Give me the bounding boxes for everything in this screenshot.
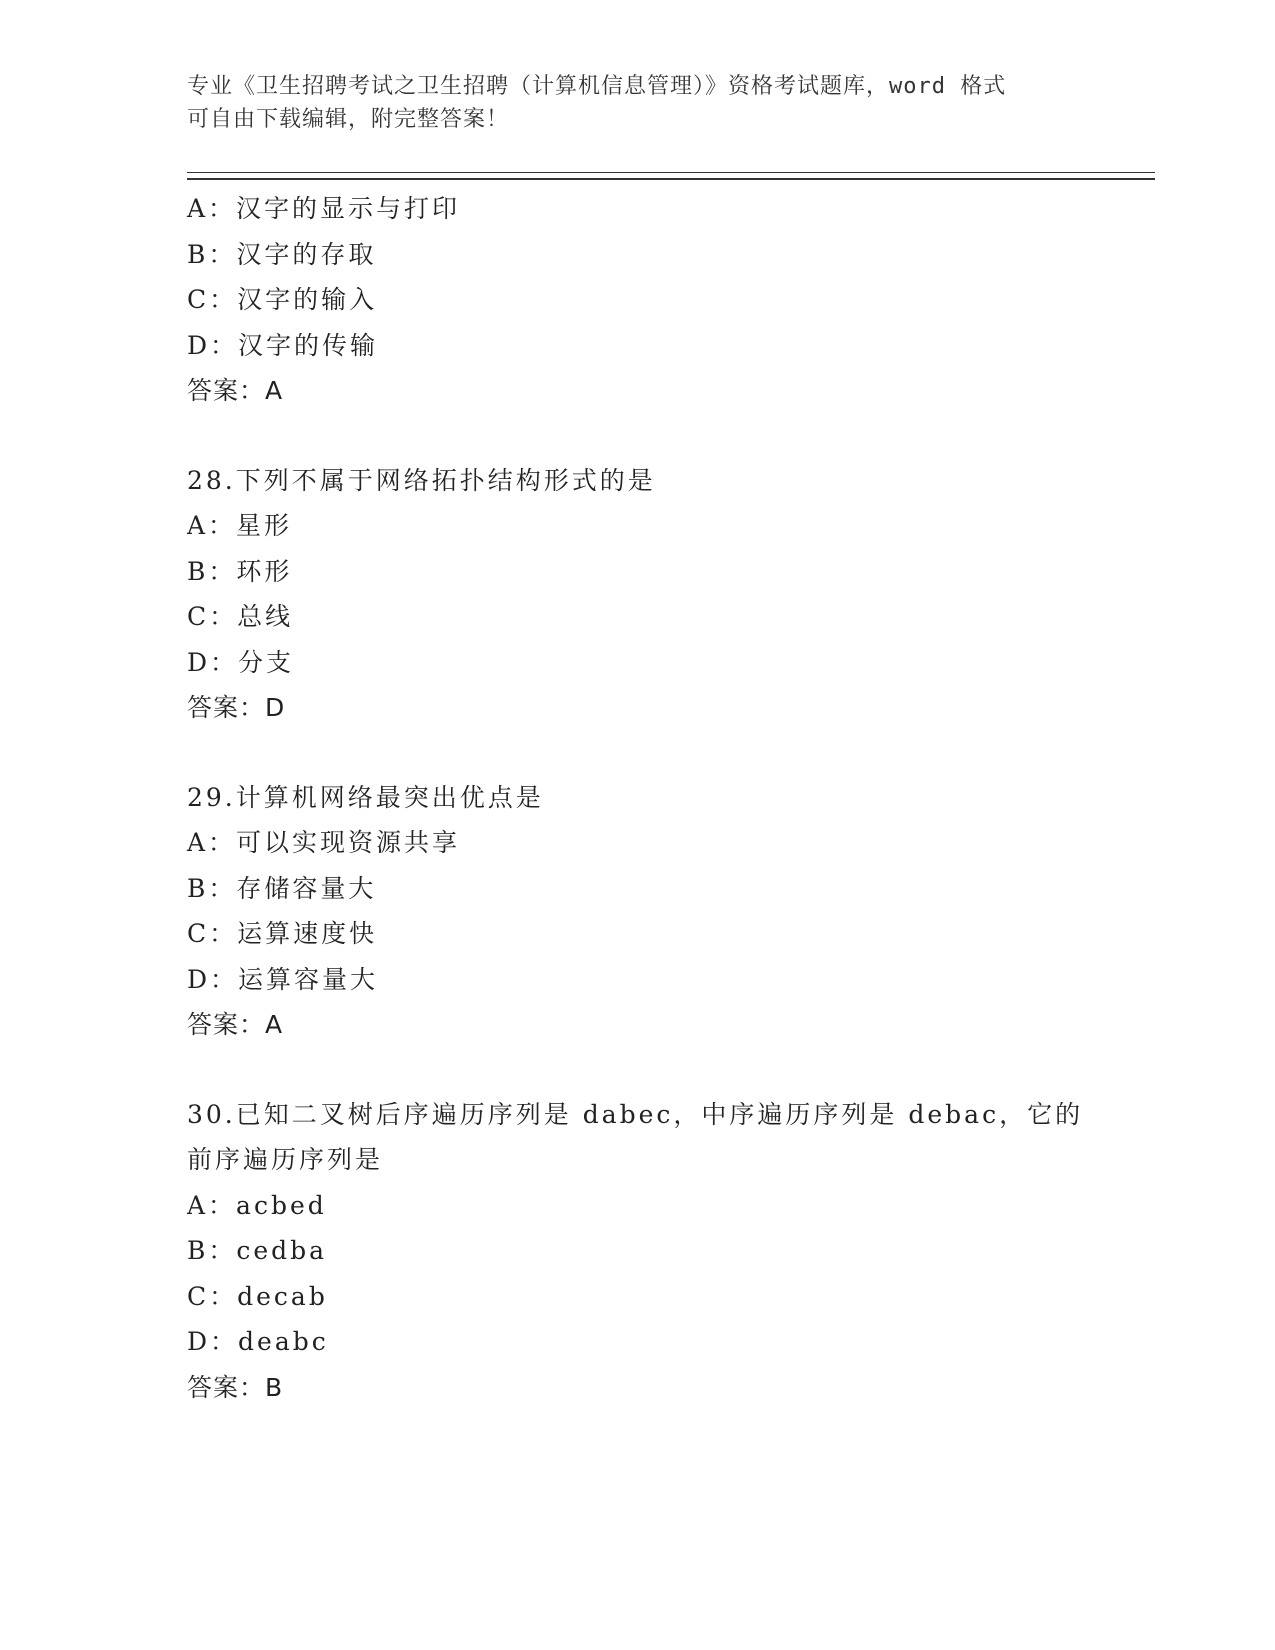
option-c: C：总线 [187, 602, 294, 631]
option-a: A：acbed [187, 1190, 327, 1220]
option-b: B：cedba [187, 1236, 328, 1265]
option-c: C：decab [187, 1281, 328, 1311]
option-a: A：星形 [187, 511, 293, 540]
option-d: D：运算容量大 [187, 964, 379, 994]
option-b: B：环形 [187, 556, 293, 586]
document-page [187, 70, 1147, 1410]
question-28-block [187, 458, 1147, 731]
option-c: C：运算速度快 [187, 919, 378, 948]
header-divider [187, 172, 1155, 180]
question-27-block [187, 186, 1147, 414]
document-header [187, 70, 1067, 136]
question-30-block [187, 1092, 1147, 1411]
question-text-line-1: 30.已知二叉树后序遍历序列是 dabec，中序遍历序列是 debac，它的 [187, 1099, 1084, 1129]
answer: 答案：D [187, 693, 286, 722]
option-d: D：分支 [187, 647, 295, 677]
header-line-2: 可自由下载编辑，附完整答案！ [187, 107, 510, 132]
spacer [187, 414, 1147, 458]
question-text: 28.下列不属于网络拓扑结构形式的是 [187, 465, 656, 495]
question-text-line-2: 前序遍历序列是 [187, 1145, 384, 1174]
question-text: 29.计算机网络最突出优点是 [187, 782, 544, 812]
option-d: D：deabc [187, 1327, 329, 1356]
question-29-block [187, 775, 1147, 1048]
header-line-1: 专业《卫生招聘考试之卫生招聘（计算机信息管理）》资格考试题库，word 格式 [187, 74, 1007, 99]
spacer [187, 1048, 1147, 1092]
answer: 答案：B [187, 1372, 284, 1402]
answer: 答案：A [187, 376, 284, 405]
option-b: B：汉字的存取 [187, 239, 377, 269]
answer: 答案：A [187, 1010, 284, 1039]
option-c: C：汉字的输入 [187, 285, 378, 314]
option-a: A：汉字的显示与打印 [187, 194, 461, 223]
option-d: D：汉字的传输 [187, 330, 379, 360]
option-b: B：存储容量大 [187, 873, 377, 903]
option-a: A：可以实现资源共享 [187, 828, 461, 857]
spacer [187, 731, 1147, 775]
